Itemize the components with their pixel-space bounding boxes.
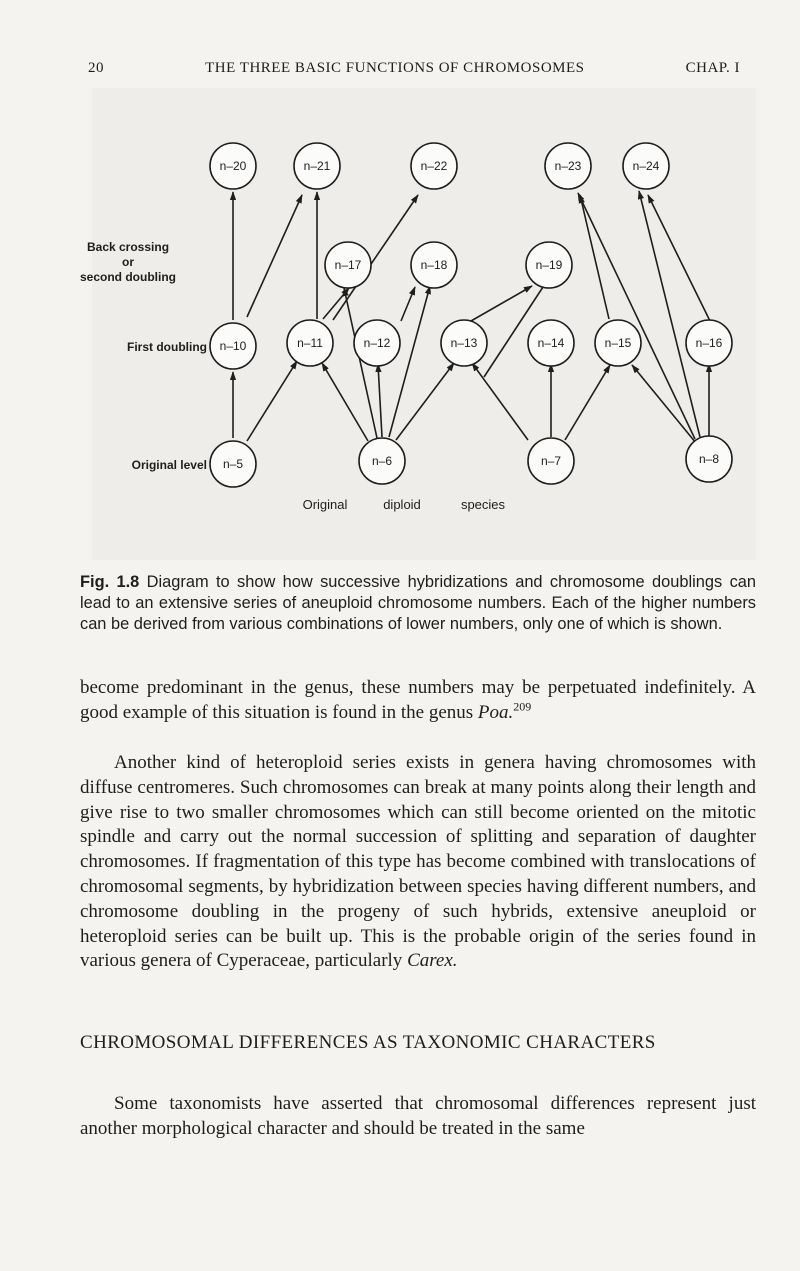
svg-text:n–15: n–15 bbox=[604, 336, 632, 350]
figure-chromosome-diagram bbox=[80, 88, 756, 560]
paragraph-2 bbox=[80, 751, 756, 974]
edge-n10-n21 bbox=[247, 195, 302, 317]
svg-text:n–16: n–16 bbox=[695, 336, 723, 350]
svg-text:n–12: n–12 bbox=[363, 336, 391, 350]
caption-text: Diagram to show how successive hybridizations and chromosome doublings can lead to an extensive series of aneuploid chromosome numbers. Each of the higher numbers can be derived from various combinations of lower numbers, only one of which is shown. bbox=[80, 573, 756, 633]
svg-text:n–8: n–8 bbox=[698, 452, 720, 466]
svg-text:n–14: n–14 bbox=[537, 336, 565, 350]
paragraph-3-text: Some taxonomists have asserted that chromosomal differences represent just another morphological character and should be treated in the same bbox=[80, 1093, 756, 1139]
node-n21 bbox=[294, 143, 340, 189]
node-n6 bbox=[359, 438, 405, 484]
edge-n8-n24 bbox=[639, 191, 700, 437]
node-n22 bbox=[411, 143, 457, 189]
svg-text:n–24: n–24 bbox=[632, 159, 660, 173]
edge-n13-n19 bbox=[471, 286, 532, 321]
reference-209: 209 bbox=[513, 699, 532, 714]
edge-n6-n18 bbox=[389, 286, 430, 437]
chapter-label: CHAP. I bbox=[685, 60, 740, 76]
svg-text:n–22: n–22 bbox=[420, 159, 448, 173]
node-n24 bbox=[623, 143, 669, 189]
node-n18 bbox=[411, 242, 457, 288]
node-n10 bbox=[210, 323, 256, 369]
edge-n15-n23 bbox=[580, 195, 609, 319]
connector-lines bbox=[233, 191, 711, 443]
node-n19 bbox=[526, 242, 572, 288]
node-n14 bbox=[528, 320, 574, 366]
label-back-crossing: Back crossing bbox=[86, 240, 170, 254]
svg-text:n–10: n–10 bbox=[219, 339, 247, 353]
figure-caption bbox=[80, 572, 756, 635]
edge-n6-n11 bbox=[322, 363, 368, 441]
paragraph-1-text: become predominant in the genus, these numbers may be perpetuated indefinitely. A good example of this situation is found in the genus bbox=[80, 677, 756, 723]
genus-carex: Carex. bbox=[407, 950, 458, 972]
paragraph-3 bbox=[80, 1092, 756, 1142]
svg-text:n–6: n–6 bbox=[371, 454, 393, 468]
label-diploid: diploid bbox=[383, 497, 421, 512]
node-n23 bbox=[545, 143, 591, 189]
node-n15 bbox=[595, 320, 641, 366]
label-original: Original bbox=[302, 497, 348, 512]
label-first-doubling: First doubling bbox=[127, 340, 207, 354]
genus-poa: Poa. bbox=[477, 701, 514, 723]
node-n13 bbox=[441, 320, 487, 366]
node-n20 bbox=[210, 143, 256, 189]
section-heading: CHROMOSOMAL DIFFERENCES AS TAXONOMIC CHARACTERS bbox=[80, 1032, 656, 1053]
svg-text:n–18: n–18 bbox=[420, 258, 448, 272]
edge-n7-n13 bbox=[472, 363, 528, 440]
node-n5 bbox=[210, 441, 256, 487]
figure-label: Fig. 1.8 bbox=[80, 573, 140, 591]
label-second-doubling: second doubling bbox=[80, 270, 176, 284]
node-n8 bbox=[686, 436, 732, 482]
edge-n12-n18 bbox=[401, 287, 415, 321]
edge-n7-n15 bbox=[565, 365, 610, 440]
label-species: species bbox=[460, 497, 506, 512]
edge-n16-n24 bbox=[648, 195, 711, 323]
svg-text:n–20: n–20 bbox=[219, 159, 247, 173]
paragraph-2-text: Another kind of heteroploid series exists in genera having chromosomes with diffuse centromeres. Such chromosomes can break at many points along their length and give rise to two smaller chromosomes which can still become oriented on the mitotic spindle and carry out the normal succession of splitting and separation of daughter chromosomes. If fragmentation of this type has become combined with translocations of chromosomal segments, by hybridization between species having different numbers, and chromosome doubling in the progeny of such hybrids, extensive aneuploid or heteroploid series can be built up. This is the probable origin of the series found in various genera of Cyperaceae, particularly bbox=[80, 752, 756, 972]
edge-n5-n11 bbox=[247, 361, 297, 441]
diagram-svg bbox=[80, 88, 756, 560]
label-or: or bbox=[122, 255, 134, 269]
svg-text:n–5: n–5 bbox=[222, 457, 244, 471]
edge-n6-n12 bbox=[378, 364, 382, 437]
running-head bbox=[88, 60, 740, 77]
svg-text:n–11: n–11 bbox=[297, 336, 323, 350]
svg-text:n–19: n–19 bbox=[535, 258, 563, 272]
svg-text:n–13: n–13 bbox=[450, 336, 478, 350]
svg-text:n–17: n–17 bbox=[334, 258, 362, 272]
node-n11 bbox=[287, 320, 333, 366]
edge-n6-n13 bbox=[396, 363, 454, 440]
edge-n8-n23 bbox=[578, 193, 695, 439]
node-n12 bbox=[354, 320, 400, 366]
node-n16 bbox=[686, 320, 732, 366]
label-original-level: Original level bbox=[131, 458, 207, 472]
page-number: 20 bbox=[88, 60, 104, 76]
node-n7 bbox=[528, 438, 574, 484]
svg-text:n–7: n–7 bbox=[540, 454, 562, 468]
node-n17 bbox=[325, 242, 371, 288]
svg-text:n–21: n–21 bbox=[303, 159, 331, 173]
running-title: THE THREE BASIC FUNCTIONS OF CHROMOSOMES bbox=[205, 60, 585, 76]
paragraph-1 bbox=[80, 676, 756, 726]
svg-text:n–23: n–23 bbox=[554, 159, 582, 173]
edge-n8-n15 bbox=[632, 365, 696, 443]
